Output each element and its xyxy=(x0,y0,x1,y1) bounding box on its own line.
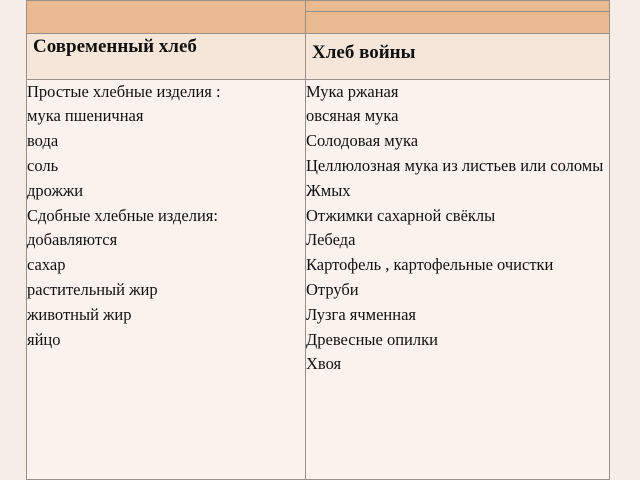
war-bread-item: Целлюлозная мука из листьев или соломы xyxy=(306,155,604,175)
modern-bread-item: животный жир xyxy=(27,304,132,324)
war-bread-item: Солодовая мука xyxy=(306,131,419,151)
top-band-cell-left xyxy=(27,1,306,34)
war-bread-item: Отруби xyxy=(306,279,359,299)
header-modern-bread-text: Современный хлеб xyxy=(33,36,197,57)
modern-bread-item: соль xyxy=(27,155,59,175)
top-band-cell-right xyxy=(306,1,610,12)
header-war-bread-text: Хлеб войны xyxy=(312,42,416,63)
war-bread-item: Картофель , картофельные очистки xyxy=(306,255,554,275)
modern-bread-cell xyxy=(27,79,306,479)
war-bread-item: Отжимки сахарной свёклы xyxy=(306,205,496,225)
header-modern-bread xyxy=(27,34,306,80)
war-bread-item: Лузга ячменная xyxy=(306,304,416,324)
header-war-bread xyxy=(306,34,610,80)
war-bread-item: Лебеда xyxy=(306,230,356,250)
table-body-row xyxy=(27,79,610,479)
war-bread-item: Древесные опилки xyxy=(306,329,438,349)
top-band-subcell-right xyxy=(306,12,610,34)
modern-bread-item: растительный жир xyxy=(27,279,158,299)
bread-comparison-table xyxy=(26,0,610,480)
modern-bread-item: Простые хлебные изделия : xyxy=(27,81,221,101)
modern-bread-list xyxy=(27,80,305,353)
war-bread-item: Мука ржаная xyxy=(306,81,399,101)
war-bread-item: овсяная мука xyxy=(306,106,399,126)
modern-bread-item: добавляются xyxy=(27,230,118,250)
modern-bread-item: яйцо xyxy=(27,329,61,349)
table-top-band xyxy=(27,1,610,12)
table-header-row xyxy=(27,34,610,80)
war-bread-cell xyxy=(306,79,610,479)
modern-bread-item: мука пшеничная xyxy=(27,106,144,126)
war-bread-item: Жмых xyxy=(306,180,351,200)
modern-bread-item: сахар xyxy=(27,255,66,275)
modern-bread-item: дрожжи xyxy=(27,180,84,200)
modern-bread-item: Сдобные хлебные изделия: xyxy=(27,205,218,225)
war-bread-item: Хвоя xyxy=(306,354,342,374)
modern-bread-item: вода xyxy=(27,131,59,151)
war-bread-list xyxy=(306,80,609,378)
